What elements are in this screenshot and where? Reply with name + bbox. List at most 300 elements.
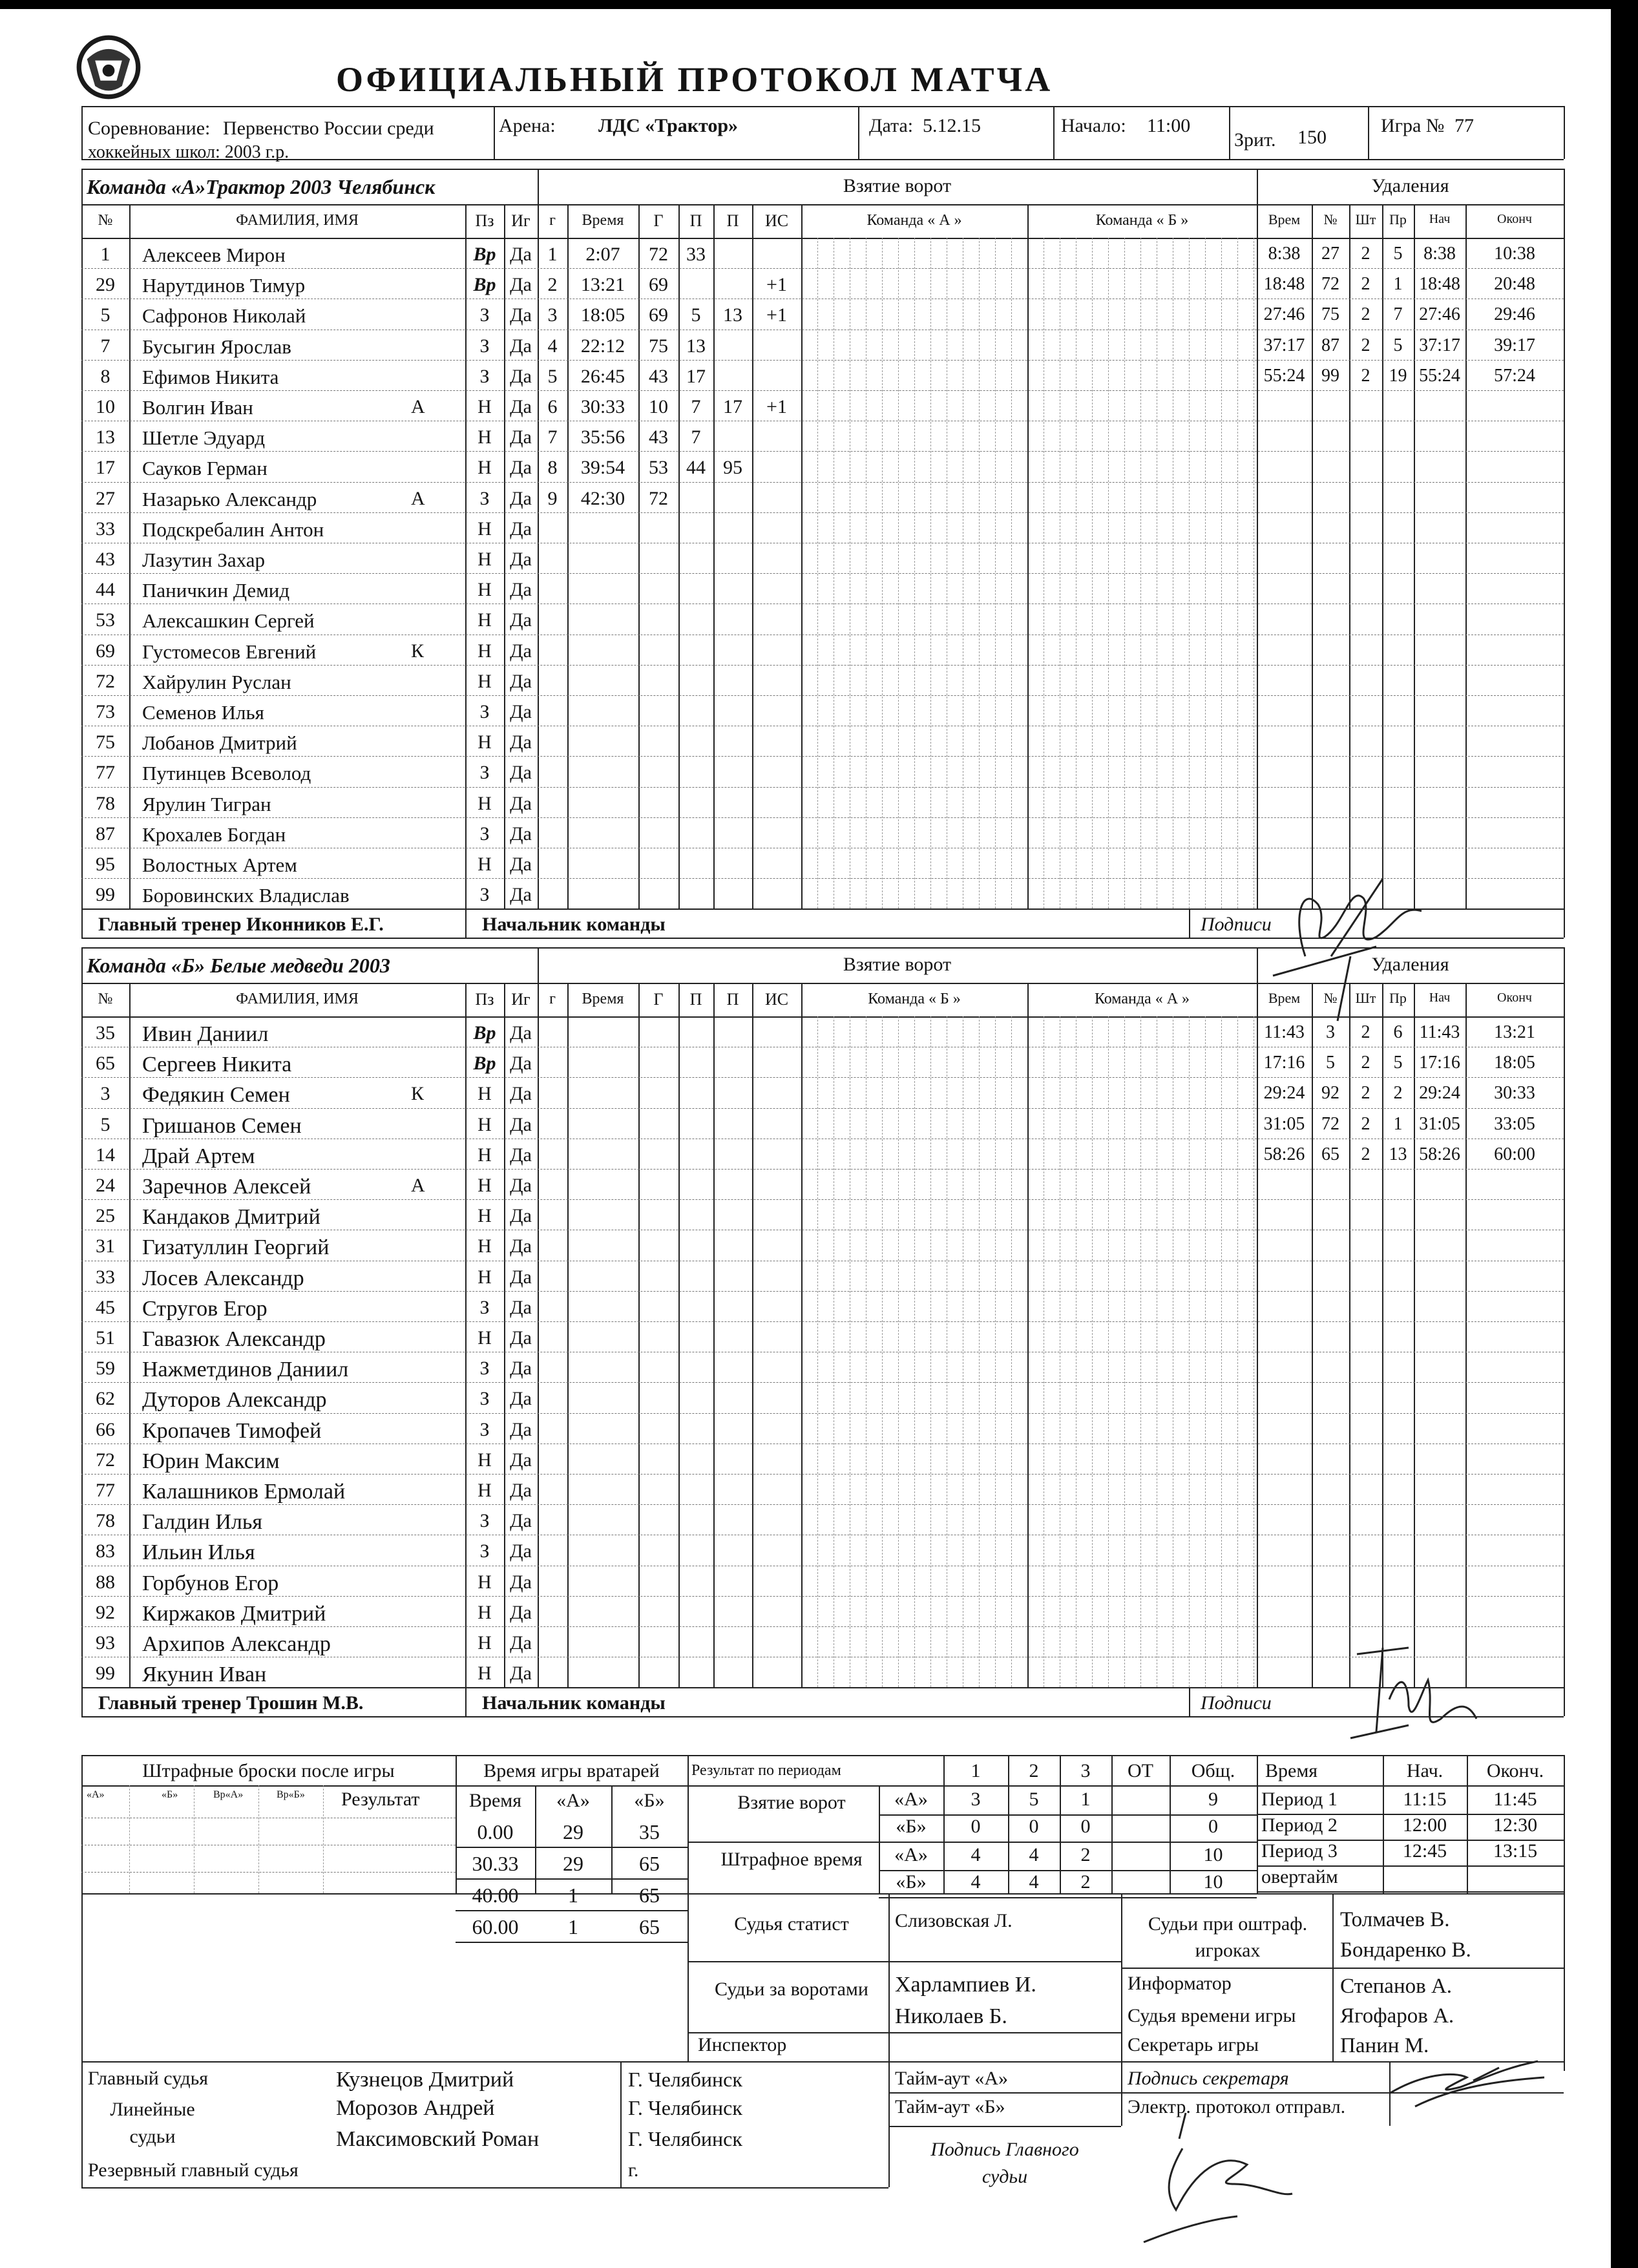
goal-judges-label: Судьи за воротами (715, 1979, 868, 2000)
player-name: Калашников Ермолай (142, 1480, 346, 1504)
grid-dashed-horizontal (81, 1413, 1564, 1414)
player-played: Да (510, 1540, 532, 1562)
player-number: 31 (96, 1235, 115, 1257)
header-divider (858, 106, 859, 159)
player-name: Подскребалин Антон (142, 518, 324, 541)
goalie-team-b-number: 65 (639, 1884, 660, 1907)
player-number: 83 (96, 1540, 115, 1562)
grid-dashed-horizontal (81, 1872, 456, 1873)
player-number: 5 (100, 1113, 110, 1135)
player-played: Да (510, 1144, 532, 1166)
shootout-col-goalie-b: Вр«Б» (277, 1789, 305, 1800)
player-number: 87 (96, 823, 115, 845)
competition-label: Соревнование: (88, 118, 211, 139)
col-header-position: Пз (475, 211, 494, 230)
player-number: 66 (96, 1418, 115, 1440)
goal-time: 13:21 (580, 274, 625, 296)
player-played: Да (510, 518, 532, 540)
period-col-header: 2 (1029, 1760, 1039, 1781)
player-position: Н (478, 731, 492, 753)
player-number: 14 (96, 1144, 115, 1166)
player-number: 69 (96, 640, 115, 662)
player-number: 77 (96, 762, 115, 784)
player-number: 1 (100, 244, 110, 265)
rule-horizontal (1257, 1785, 1564, 1787)
penalty-minutes: 2 (1361, 244, 1370, 264)
goalie-change-time: 40.00 (472, 1884, 519, 1907)
team_a-head-coach: Главный тренер Иконников Е.Г. (98, 914, 384, 936)
player-position: Вр (473, 1022, 496, 1044)
penalty-player: 99 (1321, 365, 1339, 386)
player-position: Вр (473, 274, 496, 296)
goal-assist-1: 7 (691, 396, 701, 417)
penalty-time: 29:24 (1263, 1083, 1305, 1104)
goal-assist-1: 7 (691, 426, 701, 448)
player-position: Н (478, 1449, 492, 1471)
player-position: З (479, 1540, 490, 1562)
goal-time: 22:12 (580, 335, 625, 357)
player-position: Н (478, 1571, 492, 1593)
rule-vertical (81, 1755, 83, 2071)
player-name: Алексашкин Сергей (142, 609, 315, 633)
team_b-column-rule (752, 983, 753, 1687)
player-name: Ильин Илья (142, 1540, 255, 1565)
timekeeper-name: Ягофаров А. (1340, 2004, 1454, 2028)
player-name: Дуторов Александр (142, 1388, 327, 1412)
period-end-time: 13:15 (1493, 1840, 1538, 1862)
player-played: Да (510, 335, 532, 357)
team_a-penalties-header: Удаления (1371, 175, 1449, 196)
col-header-goal-number: г (549, 212, 556, 229)
grid-dashed-horizontal (81, 695, 1564, 696)
col-header-situation: ИС (764, 211, 789, 230)
col-header-played: Иг (511, 211, 530, 230)
penalty-end: 20:48 (1494, 274, 1535, 295)
rule-vertical (688, 1755, 689, 1893)
penalty-minutes: 2 (1361, 1022, 1370, 1042)
team-a-signature (1189, 859, 1460, 1027)
player-name: Стругов Егор (142, 1296, 268, 1321)
team_b-goals-start-rule (538, 947, 539, 1687)
goal-scorer: 72 (649, 487, 668, 509)
player-position: З (479, 823, 490, 845)
grid-dashed-vertical (323, 1785, 324, 1893)
penalty-time: 58:26 (1263, 1144, 1305, 1164)
goal-assist-1: 17 (686, 365, 706, 387)
period-value: 0 (1029, 1816, 1039, 1837)
col-header-goal-time: Время (582, 212, 624, 229)
player-number: 59 (96, 1358, 115, 1380)
player-number: 53 (96, 609, 115, 631)
player-played: Да (510, 792, 532, 814)
player-position: З (479, 1358, 490, 1380)
player-role-badge: А (411, 487, 425, 509)
team_a-title: Команда «А»Трактор 2003 Челябинск (87, 175, 436, 198)
rule-vertical (1332, 1893, 1334, 2061)
goal-assist-1: 33 (686, 244, 706, 265)
player-name: Драй Артем (142, 1144, 255, 1168)
player-played: Да (510, 701, 532, 722)
player-name: Ивин Даниил (142, 1022, 269, 1046)
rule-vertical (1121, 1893, 1122, 2061)
player-name: Густомесов Евгений (142, 640, 317, 663)
goal-number: 9 (547, 487, 558, 509)
team_b-head-coach: Главный тренер Трошин М.В. (98, 1692, 364, 1714)
linesmen-label: Линейные судьи (110, 2099, 195, 2147)
rule-horizontal (879, 1814, 1257, 1816)
penalty-box-judges-label: Судьи при оштраф. игроках (1148, 1913, 1308, 1961)
penalty-player: 72 (1321, 1113, 1339, 1134)
player-played: Да (510, 426, 532, 448)
player-name: Гришанов Семен (142, 1113, 302, 1138)
goal-assist-2: 17 (723, 396, 742, 417)
player-played: Да (510, 1205, 532, 1227)
goalie-time-col-time: Время (468, 1790, 522, 1811)
penalty-end: 57:24 (1494, 365, 1535, 386)
player-position: Н (478, 1663, 492, 1685)
col-header-team-lineup-1: Команда « А » (866, 212, 962, 229)
period-times-col-time: Время (1265, 1760, 1318, 1781)
goal-scorer: 43 (649, 426, 668, 448)
goal-scorer: 69 (649, 274, 668, 296)
player-number: 25 (96, 1205, 115, 1227)
rule-horizontal (1257, 1891, 1564, 1893)
player-played: Да (510, 731, 532, 753)
rule-vertical (1111, 1755, 1113, 1893)
head-referee-label: Главный судья (88, 2068, 209, 2089)
player-name: Галдин Илья (142, 1510, 263, 1535)
period-start-time: 11:15 (1403, 1789, 1447, 1810)
col-header-team-lineup-2: Команда « А » (1094, 991, 1190, 1007)
penalty-start: 58:26 (1419, 1144, 1460, 1164)
player-played: Да (510, 549, 532, 570)
period-value: 2 (1080, 1871, 1091, 1893)
penalty-code: 2 (1393, 1083, 1403, 1104)
goal-number: 1 (547, 244, 558, 265)
player-played: Да (510, 457, 532, 479)
player-position: Н (478, 854, 492, 875)
rule-horizontal (456, 1910, 688, 1911)
player-number: 62 (96, 1388, 115, 1410)
game-number-value: 77 (1454, 115, 1474, 136)
timeout-team-b: Тайм-аут «Б» (895, 2096, 1005, 2117)
team_a-team-manager-label: Начальник команды (482, 914, 666, 936)
secretary-label: Секретарь игры (1128, 2034, 1259, 2055)
player-number: 10 (96, 396, 115, 417)
electronic-protocol-label: Электр. протокол отправл. (1128, 2096, 1346, 2117)
player-number: 44 (96, 579, 115, 601)
player-name: Паничкин Демид (142, 579, 290, 602)
player-name: Кропачев Тимофей (142, 1418, 322, 1443)
penalty-player: 27 (1321, 244, 1339, 264)
grid-dashed-horizontal (81, 1199, 1564, 1200)
player-number: 29 (96, 274, 115, 296)
player-position: Н (478, 640, 492, 662)
player-number: 45 (96, 1296, 115, 1318)
goalie-team-a-number: 1 (568, 1915, 578, 1938)
col-header-goal-time: Время (582, 991, 624, 1007)
player-played: Да (510, 365, 532, 387)
team_a-column-rule (1027, 204, 1029, 908)
penalty-minutes: 2 (1361, 335, 1370, 355)
period-label: Период 3 (1261, 1840, 1338, 1862)
period-label: Период 2 (1261, 1814, 1338, 1836)
col-header-assist-2: П (726, 211, 739, 230)
rule-vertical (1121, 2061, 1122, 2126)
competition-value: Первенство России среди (223, 118, 434, 139)
col-header-position: Пз (475, 990, 494, 1009)
penalty-box-judge-2: Бондаренко В. (1340, 1938, 1471, 1962)
col-header-penalty-end: Оконч (1497, 991, 1532, 1005)
player-number: 33 (96, 1266, 115, 1288)
right-scan-border (1611, 0, 1638, 2268)
col-header-penalty-code: Пр (1389, 211, 1407, 227)
rule-horizontal (456, 1785, 688, 1787)
team_a-column-rule (129, 204, 131, 908)
col-header-assist-2: П (726, 990, 739, 1009)
team_b-column-rule (129, 983, 131, 1687)
col-header-number: № (98, 212, 113, 229)
penalty-minutes: 2 (1361, 1144, 1370, 1164)
period-row-team: «А» (894, 1789, 928, 1810)
player-played: Да (510, 1296, 532, 1318)
penalty-end: 13:21 (1494, 1022, 1535, 1042)
player-role-badge: К (411, 640, 425, 662)
goal-assist-1: 44 (686, 457, 706, 479)
rule-vertical (1257, 1755, 1258, 1893)
period-value: 5 (1029, 1789, 1039, 1810)
penalty-end: 18:05 (1494, 1053, 1535, 1073)
timekeeper-label: Судья времени игры (1128, 2005, 1296, 2026)
player-position: Н (478, 396, 492, 417)
player-played: Да (510, 396, 532, 417)
player-position: Н (478, 1601, 492, 1623)
team-b-signature (1331, 1628, 1499, 1751)
goalie-change-time: 60.00 (472, 1915, 519, 1938)
player-number: 72 (96, 670, 115, 692)
penalty-player: 75 (1321, 304, 1339, 325)
period-col-header: ОТ (1128, 1760, 1153, 1781)
team_a-header-rule (81, 204, 1564, 205)
penalty-player: 3 (1326, 1022, 1335, 1042)
penalty-player: 65 (1321, 1144, 1339, 1164)
penalty-code: 7 (1393, 304, 1403, 325)
player-played: Да (510, 670, 532, 692)
team_b-penalties-header: Удаления (1371, 954, 1449, 975)
grid-dashed-horizontal (81, 1169, 1564, 1170)
player-name: Лобанов Дмитрий (142, 731, 297, 755)
header-top-rule (81, 106, 1564, 107)
penalty-end: 30:33 (1494, 1083, 1535, 1104)
grid-dashed-horizontal (81, 1321, 1564, 1322)
head-referee-name: Кузнецов Дмитрий (336, 2068, 514, 2092)
player-number: 78 (96, 792, 115, 814)
player-number: 24 (96, 1175, 115, 1196)
shootout-col-goalie-a: Вр«А» (213, 1789, 244, 1800)
player-number: 43 (96, 549, 115, 570)
player-name: Киржаков Дмитрий (142, 1601, 326, 1626)
team_b-coach-divider (465, 1687, 467, 1716)
goal-assist-2: 13 (723, 304, 742, 326)
team_b-column-rule (638, 983, 640, 1687)
goal-time: 42:30 (580, 487, 625, 509)
col-header-penalty-time: Врем (1268, 211, 1301, 227)
timeout-team-a: Тайм-аут «А» (895, 2068, 1008, 2089)
rule-horizontal (456, 1878, 688, 1880)
player-played: Да (510, 1388, 532, 1410)
col-header-situation: ИС (764, 990, 789, 1009)
penalty-minutes: 2 (1361, 1083, 1370, 1104)
player-number: 72 (96, 1449, 115, 1471)
goal-number: 8 (547, 457, 558, 479)
linesman-2-name: Максимовский Роман (336, 2127, 540, 2151)
grid-dashed-horizontal (81, 360, 1564, 361)
player-name: Гавазюк Александр (142, 1327, 326, 1351)
team_b-goals-header: Взятие ворот (843, 954, 952, 975)
penalty-code: 13 (1389, 1144, 1407, 1164)
player-position: Н (478, 518, 492, 540)
col-header-scorer: Г (653, 990, 664, 1009)
period-value: 4 (1029, 1844, 1039, 1865)
head-referee-signature (1124, 2100, 1318, 2255)
player-number: 65 (96, 1053, 115, 1075)
goal-judge-1: Харлампиев И. (895, 1973, 1036, 1997)
reserve-referee-label: Резервный главный судья (88, 2159, 299, 2181)
penalty-code: 19 (1389, 365, 1407, 386)
statistician-name: Слизовская Л. (895, 1910, 1013, 1931)
goal-situation: +1 (766, 274, 787, 296)
grid-dashed-horizontal (81, 573, 1564, 574)
goal-scorer: 10 (649, 396, 668, 417)
grid-dashed-horizontal (81, 1474, 1564, 1475)
rule-vertical (888, 2061, 890, 2187)
penalty-time: 18:48 (1263, 274, 1305, 295)
player-number: 27 (96, 487, 115, 509)
penalty-player: 5 (1326, 1053, 1335, 1073)
penalty-start: 11:43 (1419, 1022, 1460, 1042)
top-scan-border (0, 0, 1638, 9)
team_b-column-rule (678, 983, 680, 1687)
rule-horizontal (879, 1897, 1257, 1898)
player-number: 75 (96, 731, 115, 753)
penalty-time: 17:16 (1263, 1053, 1305, 1073)
penalty-time: 37:17 (1263, 335, 1305, 355)
player-played: Да (510, 1022, 532, 1044)
player-played: Да (510, 1083, 532, 1105)
grid-dashed-horizontal (81, 1291, 1564, 1292)
penalty-start: 31:05 (1419, 1113, 1460, 1134)
player-name: Семенов Илья (142, 701, 264, 724)
goal-assist-1: 5 (691, 304, 701, 326)
player-position: Н (478, 1175, 492, 1196)
header-divider (81, 106, 83, 159)
player-name: Нажметдинов Даниил (142, 1358, 349, 1382)
team_a-coach-divider (465, 908, 467, 938)
goalie-change-time: 0.00 (477, 1820, 514, 1843)
rule-horizontal (456, 1942, 688, 1943)
penalty-code: 1 (1393, 274, 1403, 295)
player-played: Да (510, 1235, 532, 1257)
player-position: З (479, 1296, 490, 1318)
penalty-code: 1 (1393, 1113, 1403, 1134)
penalty-code: 5 (1393, 335, 1403, 355)
player-position: З (479, 701, 490, 722)
player-position: Н (478, 1480, 492, 1501)
player-played: Да (510, 1632, 532, 1654)
linesman-2-city: Г. Челябинск (628, 2127, 742, 2150)
player-number: 13 (96, 426, 115, 448)
player-played: Да (510, 1175, 532, 1196)
col-header-number: № (98, 991, 113, 1007)
player-position: Вр (473, 1053, 496, 1075)
team_b-signatures-label: Подписи (1201, 1692, 1272, 1714)
goal-time: 2:07 (585, 244, 620, 265)
player-number: 95 (96, 854, 115, 875)
grid-dashed-horizontal (81, 390, 1564, 391)
player-position: Вр (473, 244, 496, 265)
goal-scorer: 72 (649, 244, 668, 265)
player-name: Лосев Александр (142, 1266, 304, 1290)
player-number: 77 (96, 1480, 115, 1501)
col-header-penalty-player: № (1323, 990, 1338, 1006)
penalty-code: 5 (1393, 244, 1403, 264)
rule-vertical (1564, 1755, 1565, 2071)
player-position: З (479, 762, 490, 784)
player-position: З (479, 304, 490, 326)
goal-situation: +1 (766, 396, 787, 417)
player-name: Кандаков Дмитрий (142, 1205, 320, 1230)
goal-assist-2: 95 (723, 457, 742, 479)
player-played: Да (510, 487, 532, 509)
team_a-column-rule (801, 204, 803, 908)
player-number: 93 (96, 1632, 115, 1654)
period-row-team: «Б» (896, 1816, 927, 1837)
period-goals-label: Взятие ворот (737, 1792, 846, 1813)
penalty-code: 6 (1393, 1022, 1403, 1042)
col-header-name: ФАМИЛИЯ, ИМЯ (236, 212, 359, 229)
header-bottom-rule (81, 159, 1564, 160)
goal-number: 4 (547, 335, 558, 357)
player-name: Назарько Александр (142, 487, 317, 510)
player-played: Да (510, 244, 532, 265)
player-name: Ефимов Никита (142, 365, 279, 388)
informer-name: Степанов А. (1340, 1975, 1453, 1998)
arena-value: ЛДС «Трактор» (598, 115, 739, 136)
penalty-minutes: 2 (1361, 1053, 1370, 1073)
period-row-team: «Б» (896, 1871, 927, 1893)
rule-vertical (81, 2061, 83, 2187)
period-value: 0 (1208, 1816, 1218, 1837)
goal-judge-2: Николаев Б. (895, 2004, 1007, 2028)
rule-horizontal (888, 2126, 1121, 2127)
player-name: Волгин Иван (142, 396, 253, 419)
penalty-start: 55:24 (1419, 365, 1460, 386)
goalie-team-a-number: 1 (568, 1884, 578, 1907)
team_b-signature-divider (1189, 1687, 1190, 1716)
penalty-player: 92 (1321, 1083, 1339, 1104)
col-header-scorer: Г (653, 211, 664, 230)
grid-dashed-horizontal (81, 817, 1564, 818)
rule-horizontal (688, 2032, 1121, 2033)
player-played: Да (510, 1601, 532, 1623)
player-position: Н (478, 1266, 492, 1288)
penalty-start: 18:48 (1419, 274, 1460, 295)
col-header-played: Иг (511, 990, 530, 1009)
goal-number: 3 (547, 304, 558, 326)
goalie-time-col-b: «Б» (634, 1790, 665, 1811)
goalie-team-b-number: 35 (639, 1820, 660, 1843)
period-col-header: 3 (1080, 1760, 1091, 1781)
